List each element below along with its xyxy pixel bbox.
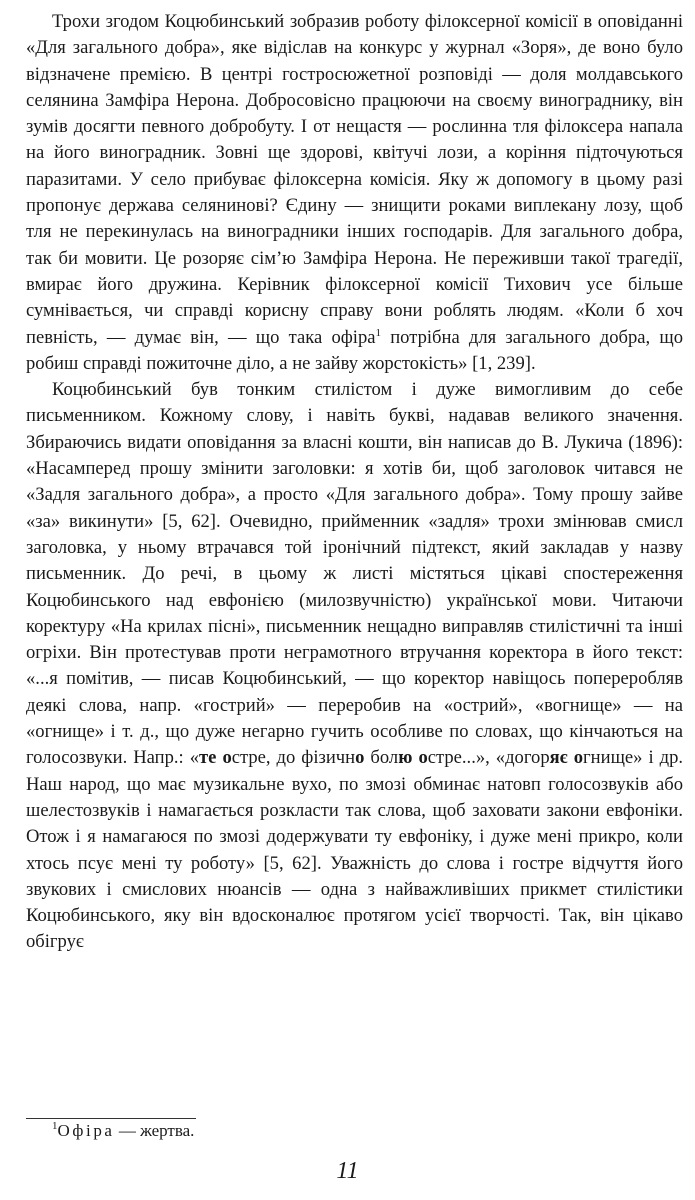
text-run: Коцюбинський був тонким стилістом і дуже вимогливим до себе письменником. Кожному слову, і навіть букві, надавав великого значення. Збираючись видати оповідання за власні кошти, він написав до В. Лукича (1896): «Насамперед прошу змінити заголовки: я хотів би, щоб заголовок читався не «Задля загального добра», а просто «Для загального добра». Тому прошу зайве «за» викинути» [5, 62]. Очевидно, прийменник «задля» трохи змінював смисл заголовка, у ньому втрачався той іронічний підтекст, який закладав у назву письменник. До речі, в цьому ж листі містяться цікаві спостереження Коцюбинського над евфонією (милозвучністю) української мови. Читаючи коректуру «На крилах пісні», письменник нещадно виправляв стилістичні та інші огріхи. Він протестував проти неграмотного втручання коректора в його текст: «...я помітив, — писав Коцюбинський, — що коректор навіщось попереробляв деякі слова, напр. «гострий» — переробив на «острий», «вогнище» — на «огнище» і т. д., що дуже негарно гучить особливе по словах, що кінчаються на голосозвуки. Напр.: « bbox=[26, 379, 683, 769]
text-run: Трохи згодом Коцюбинський зобразив роботу філоксерної комісії в оповіданні «Для загального добра», яке відіслав на конкурс у журнал «Зоря», де воно було відзначене премією. В центрі гостросюжетної розповіді — доля молдавського селянина Замфіра Нерона. Добросовісно працюючи на своєму винограднику, він зумів досягти певного добробуту. І от нещастя — рослинна тля філоксера напала на його виноградник. Зовні ще здорові, квітучі лози, а коріння підточуються паразитами. У село прибуває філоксерна комісія. Яку ж допомогу в цьому разі пропонує держава селянинові? Єдину — знищити роками виплекану лозу, щоб тля не перекинулась на виноградники інших господарів. Для загального добра, так би мовити. Це розоряє сім’ю Замфіра Нерона. Не переживши такої трагедії, вмирає його дружина. Керівник філоксерної комісії Тихович усе більше сумнівається, чи справді корисну справу вони роблять людям. «Коли б хоч певність, — думає він, — що така офіра bbox=[26, 11, 683, 348]
footnote-divider bbox=[26, 1118, 196, 1119]
page-number: 11 bbox=[336, 1158, 359, 1184]
emphasized-letters: о bbox=[355, 747, 365, 769]
emphasized-letters: о bbox=[418, 747, 428, 769]
emphasized-letters: о bbox=[222, 747, 232, 769]
footnote bbox=[52, 1120, 194, 1142]
text-run: бол bbox=[364, 747, 399, 769]
footnote-reference: 1 bbox=[375, 326, 382, 339]
emphasized-letters: яє bbox=[549, 747, 568, 769]
text-run: гнище» і др. Наш народ, що має музикальне вухо, по змозі обминає натовп голосозвуків або шелестозвуків і намагається розкласти так слова, щоб заховати закони евфоніки. Отож і я намагаюся по змозі додержувати ту евфоніку, і дуже мені прикро, коли хтось псує мені ту роботу» [5, 62]. Уважність до слова і гостре відчуття його звукових і смислових нюансів — одна з найважливіших прикмет стилістики Коцюбинського, яку він вдосконалює протягом усієї творчості. Так, він цікаво обігрує bbox=[26, 747, 684, 953]
text-run: стре, до фізичн bbox=[231, 747, 356, 769]
paragraph-2 bbox=[26, 377, 683, 956]
main-text bbox=[26, 9, 683, 956]
footnote-definition: — жертва. bbox=[114, 1121, 195, 1140]
emphasized-letters: те bbox=[199, 747, 217, 769]
footnote-marker: 1 bbox=[52, 1120, 58, 1132]
emphasized-letters: о bbox=[573, 747, 584, 769]
footnote-term: Офіра bbox=[57, 1121, 115, 1140]
text-run: потрібна для загального добра, що робиш справді пожиточне діло, а не зайву жорстокість» [1, 239]. bbox=[26, 326, 683, 374]
paragraph-1 bbox=[26, 9, 683, 377]
text-run: стре...», «догор bbox=[427, 747, 550, 769]
emphasized-letters: ю bbox=[398, 747, 413, 769]
